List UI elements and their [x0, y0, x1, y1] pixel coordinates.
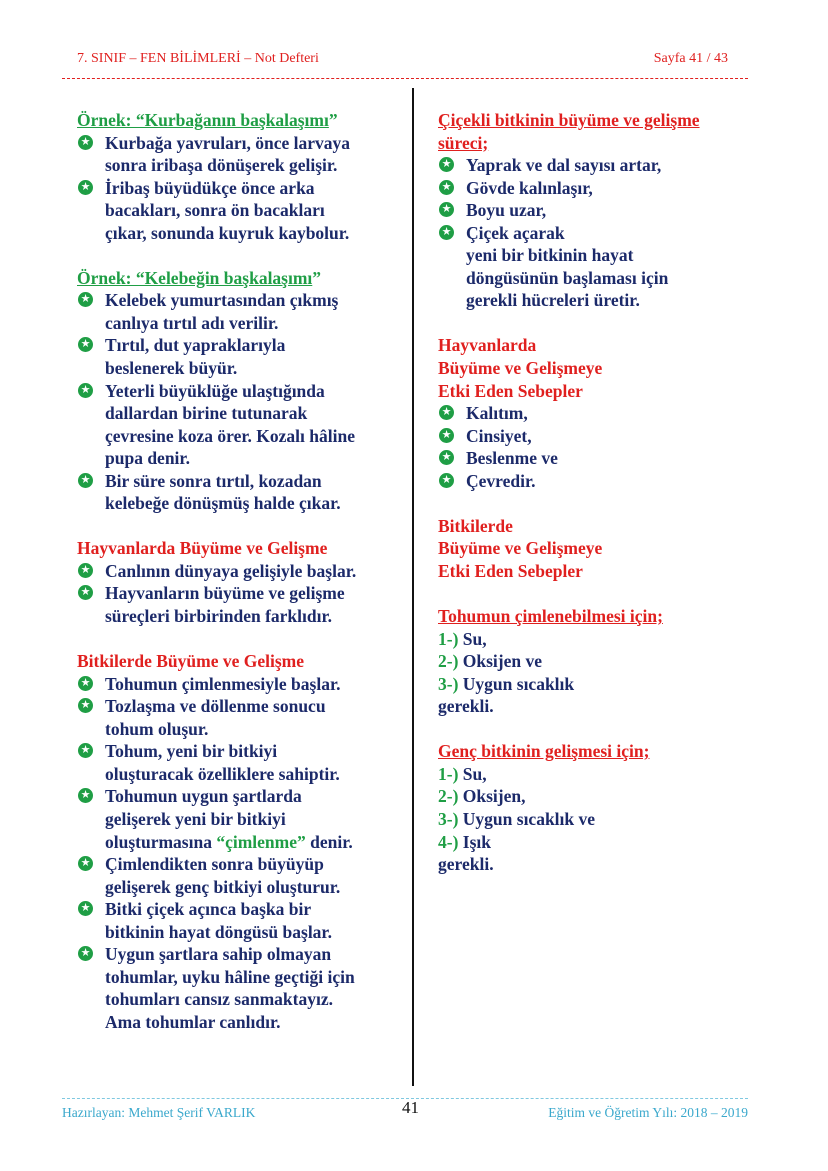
- bullet-icon-cell: [77, 334, 105, 379]
- bullet-text: [105, 177, 349, 245]
- text-line: [105, 289, 338, 312]
- text-segment: Çiçekli bitkinin büyüme ve gelişme: [438, 110, 700, 130]
- text-segment: Yaprak ve dal sayısı artar,: [466, 155, 662, 176]
- text-segment: Kelebek yumurtasından çıkmış: [105, 290, 339, 311]
- text-segment: Kurbağa yavruları, önce larvaya: [105, 132, 350, 153]
- star-circle-icon: ★: [78, 473, 93, 488]
- text-line: [105, 1011, 355, 1034]
- bullet-icon-cell: [438, 470, 466, 493]
- text-segment: Hayvanlarda: [438, 335, 537, 356]
- bullet-text: [466, 470, 536, 493]
- bullet-item: [77, 132, 407, 177]
- text-segment: Hayvanların büyüme ve gelişme: [105, 583, 345, 604]
- star-circle-icon: ★: [439, 202, 454, 217]
- text-segment: süreci;: [438, 132, 489, 153]
- bullet-icon-cell: [77, 943, 105, 1033]
- bullet-text: [105, 853, 340, 898]
- blank-line: [77, 244, 407, 267]
- bullet-item: [77, 380, 407, 470]
- bullet-icon-cell: [77, 853, 105, 898]
- right-column: [438, 109, 758, 876]
- text-line: [105, 334, 285, 357]
- text-segment: Bitkilerde: [438, 515, 513, 536]
- star-circle-icon: ★: [78, 292, 93, 307]
- text-line: [105, 763, 340, 786]
- text-segment: Su,: [462, 763, 487, 784]
- text-line: [438, 785, 758, 808]
- bullet-icon-cell: [77, 560, 105, 583]
- bullet-icon-cell: [77, 132, 105, 177]
- star-circle-icon: ★: [439, 180, 454, 195]
- star-circle-icon: ★: [78, 946, 93, 961]
- text-segment: çıkar, sonunda kuyruk kaybolur.: [105, 222, 350, 243]
- star-circle-icon: ★: [78, 383, 93, 398]
- text-segment: Gövde kalınlaşır,: [466, 177, 593, 198]
- bullet-icon-cell: [77, 470, 105, 515]
- blank-line: [438, 492, 758, 515]
- bullet-item: [438, 402, 758, 425]
- text-line: [438, 357, 758, 380]
- bullet-text: [105, 380, 355, 470]
- star-circle-icon: ★: [78, 856, 93, 871]
- bullet-item: [77, 785, 407, 853]
- footer-school-year: Eğitim ve Öğretim Yılı: 2018 – 2019: [548, 1105, 748, 1120]
- left-column: [77, 109, 407, 1033]
- star-circle-icon: ★: [78, 337, 93, 352]
- text-line: [105, 582, 345, 605]
- text-segment: Hayvanlarda Büyüme ve Gelişme: [77, 538, 328, 559]
- star-circle-icon: ★: [439, 428, 454, 443]
- text-segment: Tırtıl, dut yapraklarıyla: [105, 335, 286, 356]
- text-line: [105, 154, 350, 177]
- blank-line: [77, 628, 407, 651]
- text-segment: Kalıtım,: [466, 403, 528, 424]
- bullet-text: [466, 425, 532, 448]
- text-segment: Uygun şartlara sahip olmayan: [105, 944, 332, 965]
- text-line: [466, 154, 661, 177]
- text-line: [105, 853, 340, 876]
- bullet-item: [77, 673, 407, 696]
- text-segment: gelişerek yeni bir bitkiyi: [105, 808, 286, 829]
- text-segment: yeni bir bitkinin hayat: [466, 245, 634, 266]
- text-segment: Beslenme ve: [466, 448, 558, 469]
- text-line: [105, 492, 341, 515]
- star-circle-icon: ★: [439, 450, 454, 465]
- text-segment: Çiçek açarak: [466, 222, 565, 243]
- text-line: [77, 537, 407, 560]
- text-line: [105, 718, 326, 741]
- text-segment: “çimlenme”: [216, 831, 306, 852]
- bullet-icon-cell: [77, 785, 105, 853]
- text-line: [105, 898, 332, 921]
- text-segment: Tohumun çimlenebilmesi için;: [438, 606, 663, 627]
- text-segment: pupa denir.: [105, 448, 190, 469]
- text-segment: Örnek: “Kurbağanın başkalaşımı: [77, 110, 329, 130]
- text-line: [466, 447, 558, 470]
- text-segment: Tohumun uygun şartlarda: [105, 786, 302, 807]
- text-line: [466, 425, 532, 448]
- text-segment: denir.: [305, 831, 353, 852]
- text-line: [438, 628, 758, 651]
- page-number: 41: [402, 1098, 419, 1117]
- text-line: [438, 515, 758, 538]
- text-segment: Etki Eden Sebepler: [438, 560, 583, 581]
- text-segment: Oksijen,: [462, 786, 526, 807]
- bullet-item: [77, 560, 407, 583]
- text-segment: dallardan birine tutunarak: [105, 403, 308, 424]
- text-item: [438, 673, 758, 696]
- text-line: [105, 966, 355, 989]
- section-heading: [77, 267, 407, 290]
- text-segment: Canlının dünyaya gelişiyle başlar.: [105, 560, 357, 581]
- text-line: [105, 222, 349, 245]
- text-line: [105, 132, 350, 155]
- item-number: 4-): [438, 831, 463, 852]
- text-segment: Örnek: “Kelebeğin başkalaşımı: [77, 267, 313, 288]
- text-segment: sonra iribaşa dönüşerek gelişir.: [105, 155, 338, 176]
- bullet-text: [105, 560, 356, 583]
- bullet-icon-cell: [438, 154, 466, 177]
- text-segment: Uygun sıcaklık: [462, 673, 575, 694]
- text-line: [105, 177, 349, 200]
- star-circle-icon: ★: [439, 225, 454, 240]
- text-segment: tohumları cansız sanmaktayız.: [105, 989, 333, 1010]
- text-line: [105, 673, 340, 696]
- text-line: [105, 199, 349, 222]
- text-segment: canlıya tırtıl adı verilir.: [105, 312, 279, 333]
- text-line: [438, 537, 758, 560]
- star-circle-icon: ★: [78, 676, 93, 691]
- text-line: [438, 695, 758, 718]
- item-number: 3-): [438, 673, 463, 694]
- star-circle-icon: ★: [439, 405, 454, 420]
- footer-author: Hazırlayan: Mehmet Şerif VARLIK: [62, 1105, 256, 1120]
- item-number: 3-): [438, 808, 463, 829]
- text-segment: tohum oluşur.: [105, 718, 209, 739]
- text-line: [438, 650, 758, 673]
- star-circle-icon: ★: [78, 585, 93, 600]
- bullet-icon-cell: [77, 673, 105, 696]
- text-segment: Cinsiyet,: [466, 425, 532, 446]
- bullet-item: [438, 447, 758, 470]
- bullet-text: [105, 898, 332, 943]
- text-line: [105, 831, 353, 854]
- text-item: [438, 808, 758, 831]
- text-segment: Çimlendikten sonra büyüyüp: [105, 854, 324, 875]
- text-item: [438, 650, 758, 673]
- text-line: [105, 425, 355, 448]
- section-heading: [438, 605, 758, 628]
- text-line: [105, 808, 353, 831]
- bullet-text: [105, 740, 340, 785]
- bullet-item: [77, 898, 407, 943]
- text-line: [438, 763, 758, 786]
- text-line: [438, 831, 758, 854]
- text-line: [438, 334, 758, 357]
- bullet-icon-cell: [77, 740, 105, 785]
- bullet-text: [105, 582, 345, 627]
- text-segment: Bir süre sonra tırtıl, kozadan: [105, 470, 322, 491]
- text-segment: Büyüme ve Gelişmeye: [438, 358, 603, 379]
- text-segment: bacakları, sonra ön bacakları: [105, 200, 325, 221]
- text-line: [105, 876, 340, 899]
- bullet-icon-cell: [77, 289, 105, 334]
- text-segment: Yeterli büyüklüğe ulaştığında: [105, 380, 325, 401]
- text-segment: gerekli hücreleri üretir.: [466, 290, 640, 311]
- text-line: [466, 199, 546, 222]
- bullet-item: [438, 199, 758, 222]
- text-segment: Ama tohumlar canlıdır.: [105, 1011, 281, 1032]
- text-item: [438, 763, 758, 786]
- text-segment: Uygun sıcaklık ve: [462, 808, 596, 829]
- bullet-text: [466, 402, 528, 425]
- bullet-icon-cell: [438, 402, 466, 425]
- bullet-item: [77, 853, 407, 898]
- section-heading: [438, 109, 758, 154]
- bullet-text: [105, 673, 340, 696]
- text-segment: beslenerek büyür.: [105, 358, 238, 379]
- bullet-icon-cell: [438, 222, 466, 312]
- text-line: [77, 109, 407, 132]
- text-segment: Oksijen ve: [462, 651, 543, 672]
- text-line: [438, 380, 758, 403]
- text-line: [438, 109, 758, 132]
- text-segment: gerekli.: [438, 696, 494, 717]
- text-line: [466, 289, 668, 312]
- text-segment: Etki Eden Sebepler: [438, 380, 583, 401]
- bullet-icon-cell: [438, 177, 466, 200]
- bullet-text: [105, 334, 285, 379]
- text-segment: Boyu uzar,: [466, 200, 547, 221]
- blank-line: [438, 718, 758, 741]
- bullet-icon-cell: [77, 898, 105, 943]
- text-segment: çevresine koza örer. Kozalı hâline: [105, 425, 355, 446]
- section-heading: [438, 515, 758, 583]
- text-line: [466, 177, 593, 200]
- blank-line: [77, 515, 407, 538]
- bullet-item: [438, 425, 758, 448]
- text-line: [105, 312, 338, 335]
- text-item: [438, 695, 758, 718]
- text-item: [438, 785, 758, 808]
- text-segment: Çevredir.: [466, 470, 536, 491]
- bullet-icon-cell: [77, 177, 105, 245]
- text-segment: Bitki çiçek açınca başka bir: [105, 899, 312, 920]
- text-segment: Genç bitkinin gelişmesi için;: [438, 741, 650, 762]
- bullet-item: [77, 177, 407, 245]
- text-line: [438, 740, 758, 763]
- bullet-item: [77, 943, 407, 1033]
- item-number: 1-): [438, 763, 463, 784]
- text-line: [105, 605, 345, 628]
- text-segment: İribaş büyüdükçe önce arka: [105, 177, 315, 198]
- text-line: [105, 380, 355, 403]
- column-divider: [412, 88, 414, 1086]
- text-segment: Tohumun çimlenmesiyle başlar.: [105, 673, 341, 694]
- bullet-icon-cell: [77, 582, 105, 627]
- text-segment: Işık: [462, 831, 491, 852]
- star-circle-icon: ★: [78, 788, 93, 803]
- bullet-item: [438, 470, 758, 493]
- bullet-text: [105, 289, 338, 334]
- star-circle-icon: ★: [439, 473, 454, 488]
- text-segment: Büyüme ve Gelişmeye: [438, 538, 603, 559]
- text-line: [105, 447, 355, 470]
- blank-line: [438, 312, 758, 335]
- text-line: [105, 785, 353, 808]
- star-circle-icon: ★: [78, 135, 93, 150]
- bullet-icon-cell: [77, 695, 105, 740]
- text-segment: döngüsünün başlaması için: [466, 267, 669, 288]
- bullet-text: [466, 222, 668, 312]
- star-circle-icon: ★: [78, 563, 93, 578]
- star-circle-icon: ★: [78, 180, 93, 195]
- header-title: 7. SINIF – FEN BİLİMLERİ – Not Defteri: [77, 51, 319, 66]
- text-item: [438, 628, 758, 651]
- bullet-text: [105, 695, 326, 740]
- section-heading: [77, 650, 407, 673]
- section-heading: [77, 109, 407, 132]
- text-segment: oluşturacak özelliklere sahiptir.: [105, 763, 340, 784]
- text-line: [105, 402, 355, 425]
- text-line: [105, 921, 332, 944]
- bullet-item: [77, 470, 407, 515]
- star-circle-icon: ★: [78, 901, 93, 916]
- bullet-item: [438, 154, 758, 177]
- text-line: [466, 222, 668, 245]
- bullet-text: [105, 943, 355, 1033]
- bullet-icon-cell: [77, 380, 105, 470]
- text-segment: Tozlaşma ve döllenme sonucu: [105, 696, 326, 717]
- star-circle-icon: ★: [439, 157, 454, 172]
- text-segment: bitkinin hayat döngüsü başlar.: [105, 921, 332, 942]
- text-segment: Tohum, yeni bir bitkiyi: [105, 741, 278, 762]
- text-line: [438, 808, 758, 831]
- text-line: [105, 943, 355, 966]
- text-segment: Su,: [462, 628, 487, 649]
- bullet-text: [466, 154, 661, 177]
- text-line: [105, 357, 285, 380]
- text-line: [105, 470, 341, 493]
- bullet-item: [77, 740, 407, 785]
- bullet-item: [77, 695, 407, 740]
- item-number: 1-): [438, 628, 463, 649]
- text-item: [438, 831, 758, 854]
- text-line: [438, 132, 758, 155]
- bullet-text: [105, 470, 341, 515]
- text-line: [466, 267, 668, 290]
- text-segment: gelişerek genç bitkiyi oluşturur.: [105, 876, 341, 897]
- blank-line: [438, 582, 758, 605]
- bullet-item: [438, 222, 758, 312]
- text-line: [438, 560, 758, 583]
- star-circle-icon: ★: [78, 743, 93, 758]
- text-segment: ”: [328, 110, 338, 130]
- text-line: [77, 267, 407, 290]
- bullet-text: [466, 199, 546, 222]
- star-circle-icon: ★: [78, 698, 93, 713]
- text-segment: kelebeğe dönüşmüş halde çıkar.: [105, 493, 341, 514]
- bullet-text: [105, 132, 350, 177]
- text-segment: gerekli.: [438, 854, 494, 875]
- header-page-indicator: Sayfa 41 / 43: [653, 51, 728, 66]
- text-segment: ”: [312, 267, 322, 288]
- text-line: [77, 650, 407, 673]
- text-line: [466, 470, 536, 493]
- bullet-icon-cell: [438, 199, 466, 222]
- text-line: [105, 988, 355, 1011]
- text-segment: süreçleri birbirinden farklıdır.: [105, 606, 333, 627]
- text-line: [466, 244, 668, 267]
- bullet-text: [466, 447, 558, 470]
- bullet-text: [105, 785, 353, 853]
- bullet-item: [438, 177, 758, 200]
- bullet-item: [77, 289, 407, 334]
- header-divider: [62, 78, 748, 79]
- bullet-text: [466, 177, 593, 200]
- text-line: [105, 560, 356, 583]
- text-line: [105, 740, 340, 763]
- text-line: [105, 695, 326, 718]
- text-item: [438, 853, 758, 876]
- bullet-item: [77, 582, 407, 627]
- text-line: [466, 402, 528, 425]
- bullet-icon-cell: [438, 425, 466, 448]
- bullet-item: [77, 334, 407, 379]
- bullet-icon-cell: [438, 447, 466, 470]
- text-segment: oluşturmasına: [105, 831, 217, 852]
- item-number: 2-): [438, 786, 463, 807]
- section-heading: [438, 334, 758, 402]
- text-segment: Bitkilerde Büyüme ve Gelişme: [77, 651, 304, 672]
- text-line: [438, 853, 758, 876]
- text-line: [438, 673, 758, 696]
- section-heading: [77, 537, 407, 560]
- text-line: [438, 605, 758, 628]
- text-segment: tohumlar, uyku hâline geçtiği için: [105, 966, 355, 987]
- item-number: 2-): [438, 651, 463, 672]
- section-heading: [438, 740, 758, 763]
